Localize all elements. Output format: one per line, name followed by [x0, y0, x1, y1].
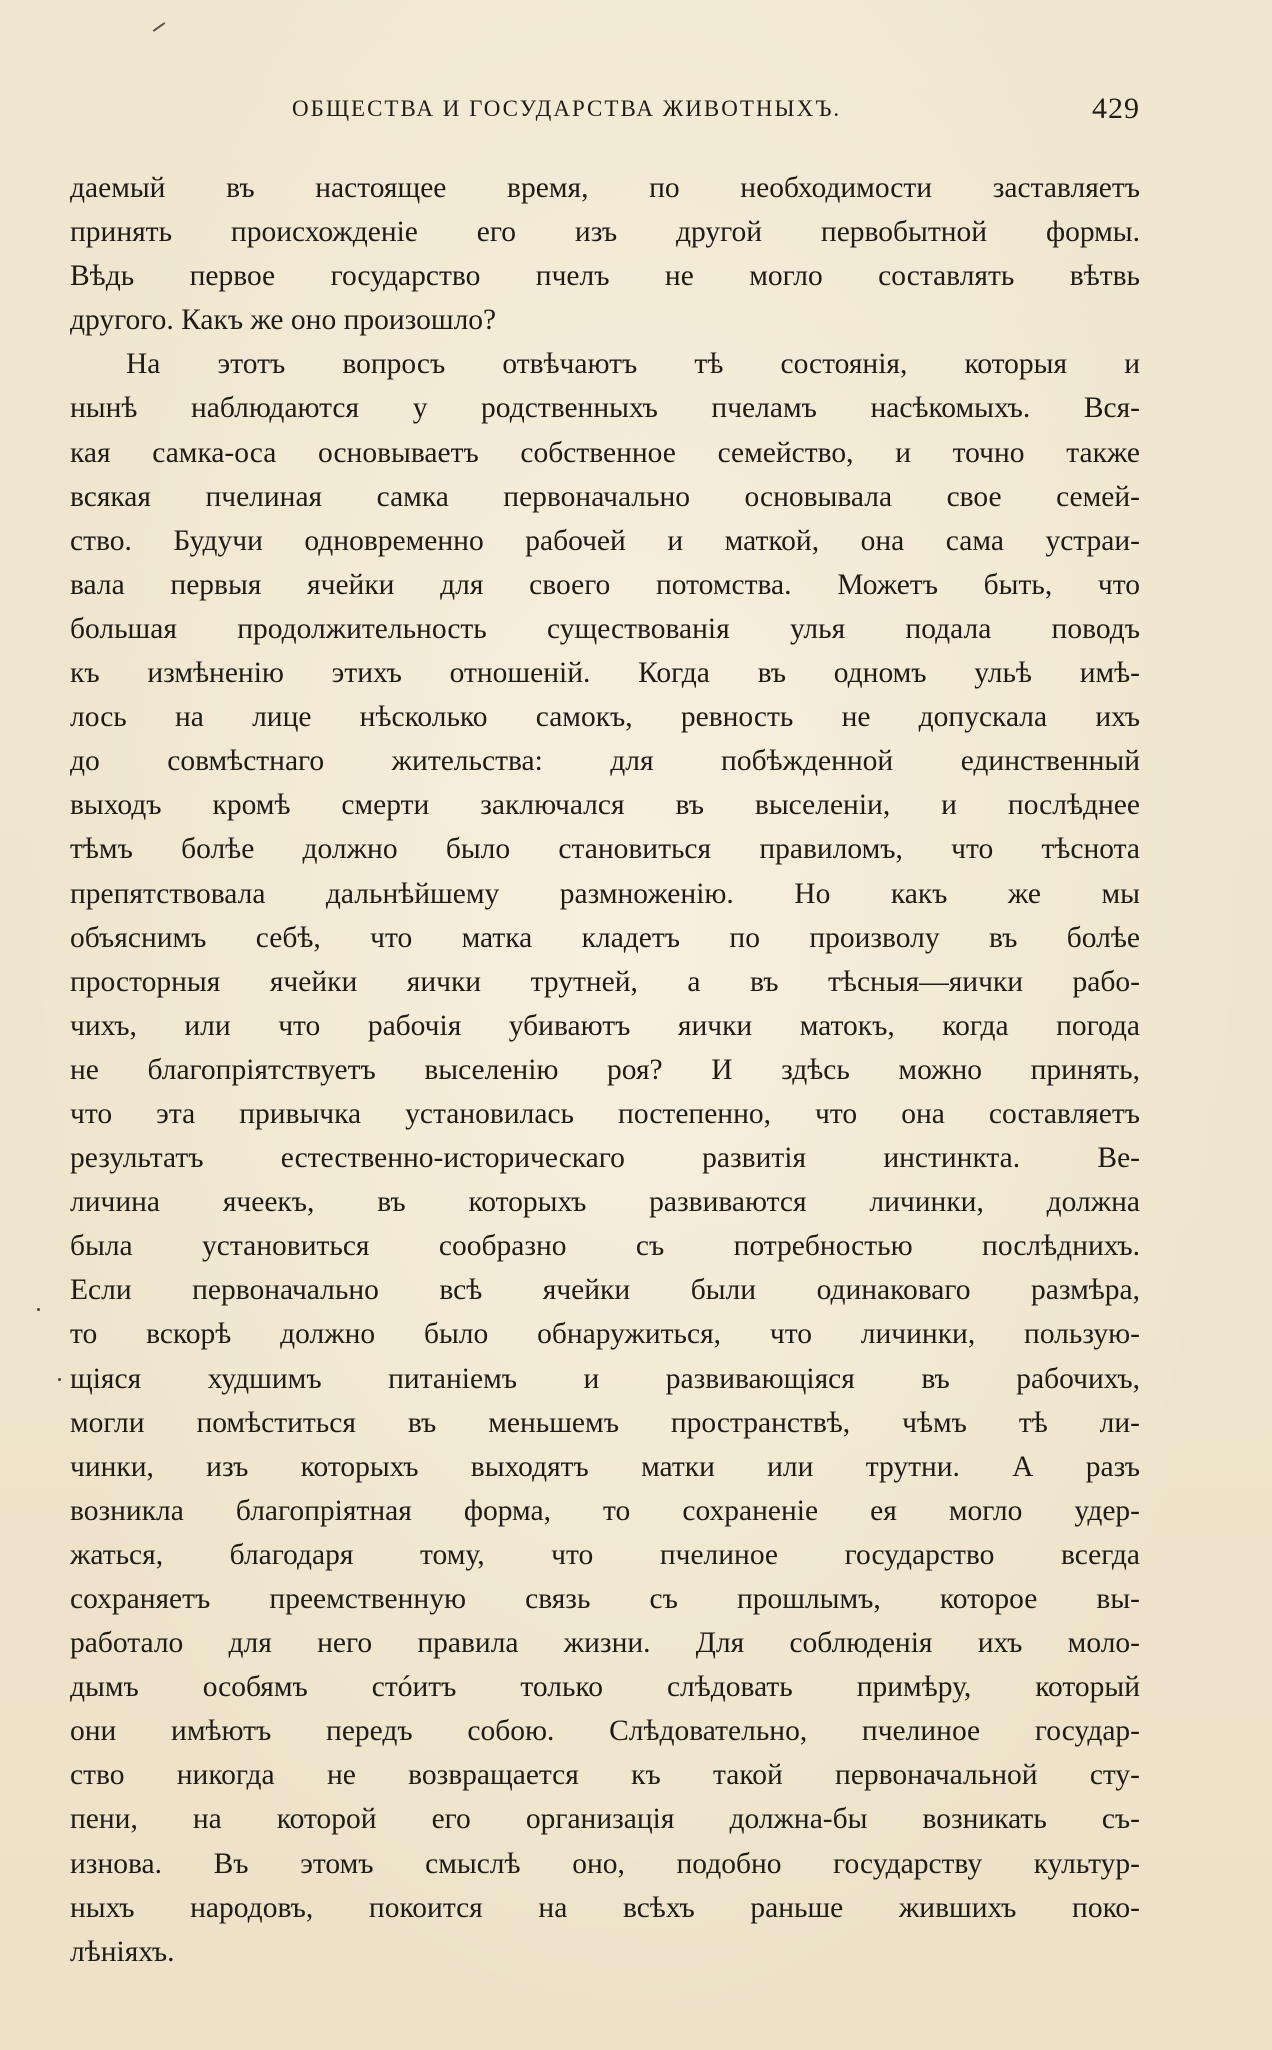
- printer-mark: [153, 22, 166, 32]
- running-head: [70, 92, 1140, 132]
- text-line: чинки, изъ которыхъ выходятъ матки или трутни. А разъ: [70, 1450, 1140, 1483]
- text-line: могли помѣститься въ меньшемъ пространствѣ, чѣмъ тѣ ли-: [70, 1406, 1140, 1439]
- text-line: просторныя ячейки яички трутней, а въ тѣсныя—яички рабо-: [70, 965, 1140, 998]
- text-line: они имѣютъ передъ собою. Слѣдовательно, пчелиное государ-: [70, 1715, 1140, 1748]
- text-line: всякая пчелиная самка первоначально основывала свое семей-: [70, 480, 1140, 513]
- text-line: результатъ естественно-историческаго развитія инстинкта. Ве-: [70, 1142, 1140, 1175]
- paragraph-end-line: лѣніяхъ.: [70, 1935, 175, 1968]
- text-line: принять происхожденіе его изъ другой первобытной формы.: [70, 216, 1140, 249]
- text-line: кая самка-оса основываетъ собственное семейство, и точно также: [70, 436, 1140, 469]
- text-line: объяснимъ себѣ, что матка кладетъ по произволу въ болѣе: [70, 921, 1140, 954]
- text-line: выходъ кромѣ смерти заключался въ выселеніи, и послѣднее: [70, 789, 1140, 822]
- paragraph-end-line: другого. Какъ же оно произошло?: [70, 304, 497, 337]
- text-line: ныхъ народовъ, покоится на всѣхъ раньше жившихъ поко-: [70, 1891, 1140, 1924]
- text-line: сохраняетъ преемственную связь съ прошлымъ, которое вы-: [70, 1583, 1140, 1615]
- text-line: чихъ, или что рабочія убиваютъ яички матокъ, когда погода: [70, 1009, 1140, 1042]
- paragraph-start-line: На этотъ вопросъ отвѣчаютъ тѣ состоянія, которыя и: [126, 348, 1140, 381]
- text-line: лось на лице нѣсколько самокъ, ревность не допускала ихъ: [70, 701, 1140, 734]
- text-line: вала первыя ячейки для своего потомства. Можетъ быть, что: [70, 568, 1140, 601]
- text-line: тѣмъ болѣе должно было становиться правиломъ, что тѣснота: [70, 833, 1140, 866]
- text-line: къ измѣненію этихъ отношеній. Когда въ одномъ ульѣ имѣ-: [70, 657, 1140, 690]
- text-line: ство никогда не возвращается къ такой первоначальной сту-: [70, 1759, 1140, 1792]
- text-line: изнова. Въ этомъ смыслѣ оно, подобно государству культур-: [70, 1847, 1140, 1880]
- text-line: возникла благопріятная форма, то сохраненіе ея могло удер-: [70, 1494, 1140, 1527]
- text-line: работало для него правила жизни. Для соблюденія ихъ моло-: [70, 1627, 1140, 1660]
- text-line: Вѣдь первое государство пчелъ не могло составлять вѣтвь: [70, 260, 1140, 293]
- body-text: [70, 166, 1140, 1974]
- text-line: дымъ особямъ стóитъ только слѣдовать примѣру, который: [70, 1671, 1140, 1704]
- text-line: личина ячеекъ, въ которыхъ развиваются личинки, должна: [70, 1186, 1140, 1219]
- text-line: щіяся худшимъ питаніемъ и развивающіяся въ рабочихъ,: [70, 1362, 1140, 1395]
- paper-speck: [58, 1378, 61, 1381]
- text-line: что эта привычка установилась постепенно, что она составляетъ: [70, 1097, 1140, 1130]
- text-line: пени, на которой его организація должна-бы возникать съ-: [70, 1803, 1140, 1836]
- text-line: жаться, благодаря тому, что пчелиное государство всегда: [70, 1538, 1140, 1571]
- page-number: 429: [1092, 92, 1140, 125]
- text-line: была установиться сообразно съ потребностью послѣднихъ.: [70, 1230, 1140, 1263]
- text-line: нынѣ наблюдаются у родственныхъ пчеламъ насѣкомыхъ. Вся-: [70, 392, 1140, 425]
- text-line: не благопріятствуетъ выселенію роя? И здѣсь можно принять,: [70, 1053, 1140, 1086]
- text-line: большая продолжительность существованія улья подала поводъ: [70, 612, 1140, 645]
- text-line: то вскорѣ должно было обнаружиться, что личинки, пользую-: [70, 1318, 1140, 1351]
- text-line: даемый въ настоящее время, по необходимости заставляетъ: [70, 172, 1140, 204]
- text-line: Если первоначально всѣ ячейки были одинаковаго размѣра,: [70, 1274, 1140, 1307]
- paper-speck: [37, 1308, 40, 1311]
- text-line: препятствовала дальнѣйшему размноженію. Но какъ же мы: [70, 877, 1140, 910]
- text-line: ство. Будучи одновременно рабочей и маткой, она сама устраи-: [70, 524, 1140, 557]
- text-line: до совмѣстнаго жительства: для побѣжденной единственный: [70, 745, 1140, 778]
- running-title: ОБЩЕСТВА И ГОСУДАРСТВА ЖИВОТНЫХЪ.: [292, 96, 842, 121]
